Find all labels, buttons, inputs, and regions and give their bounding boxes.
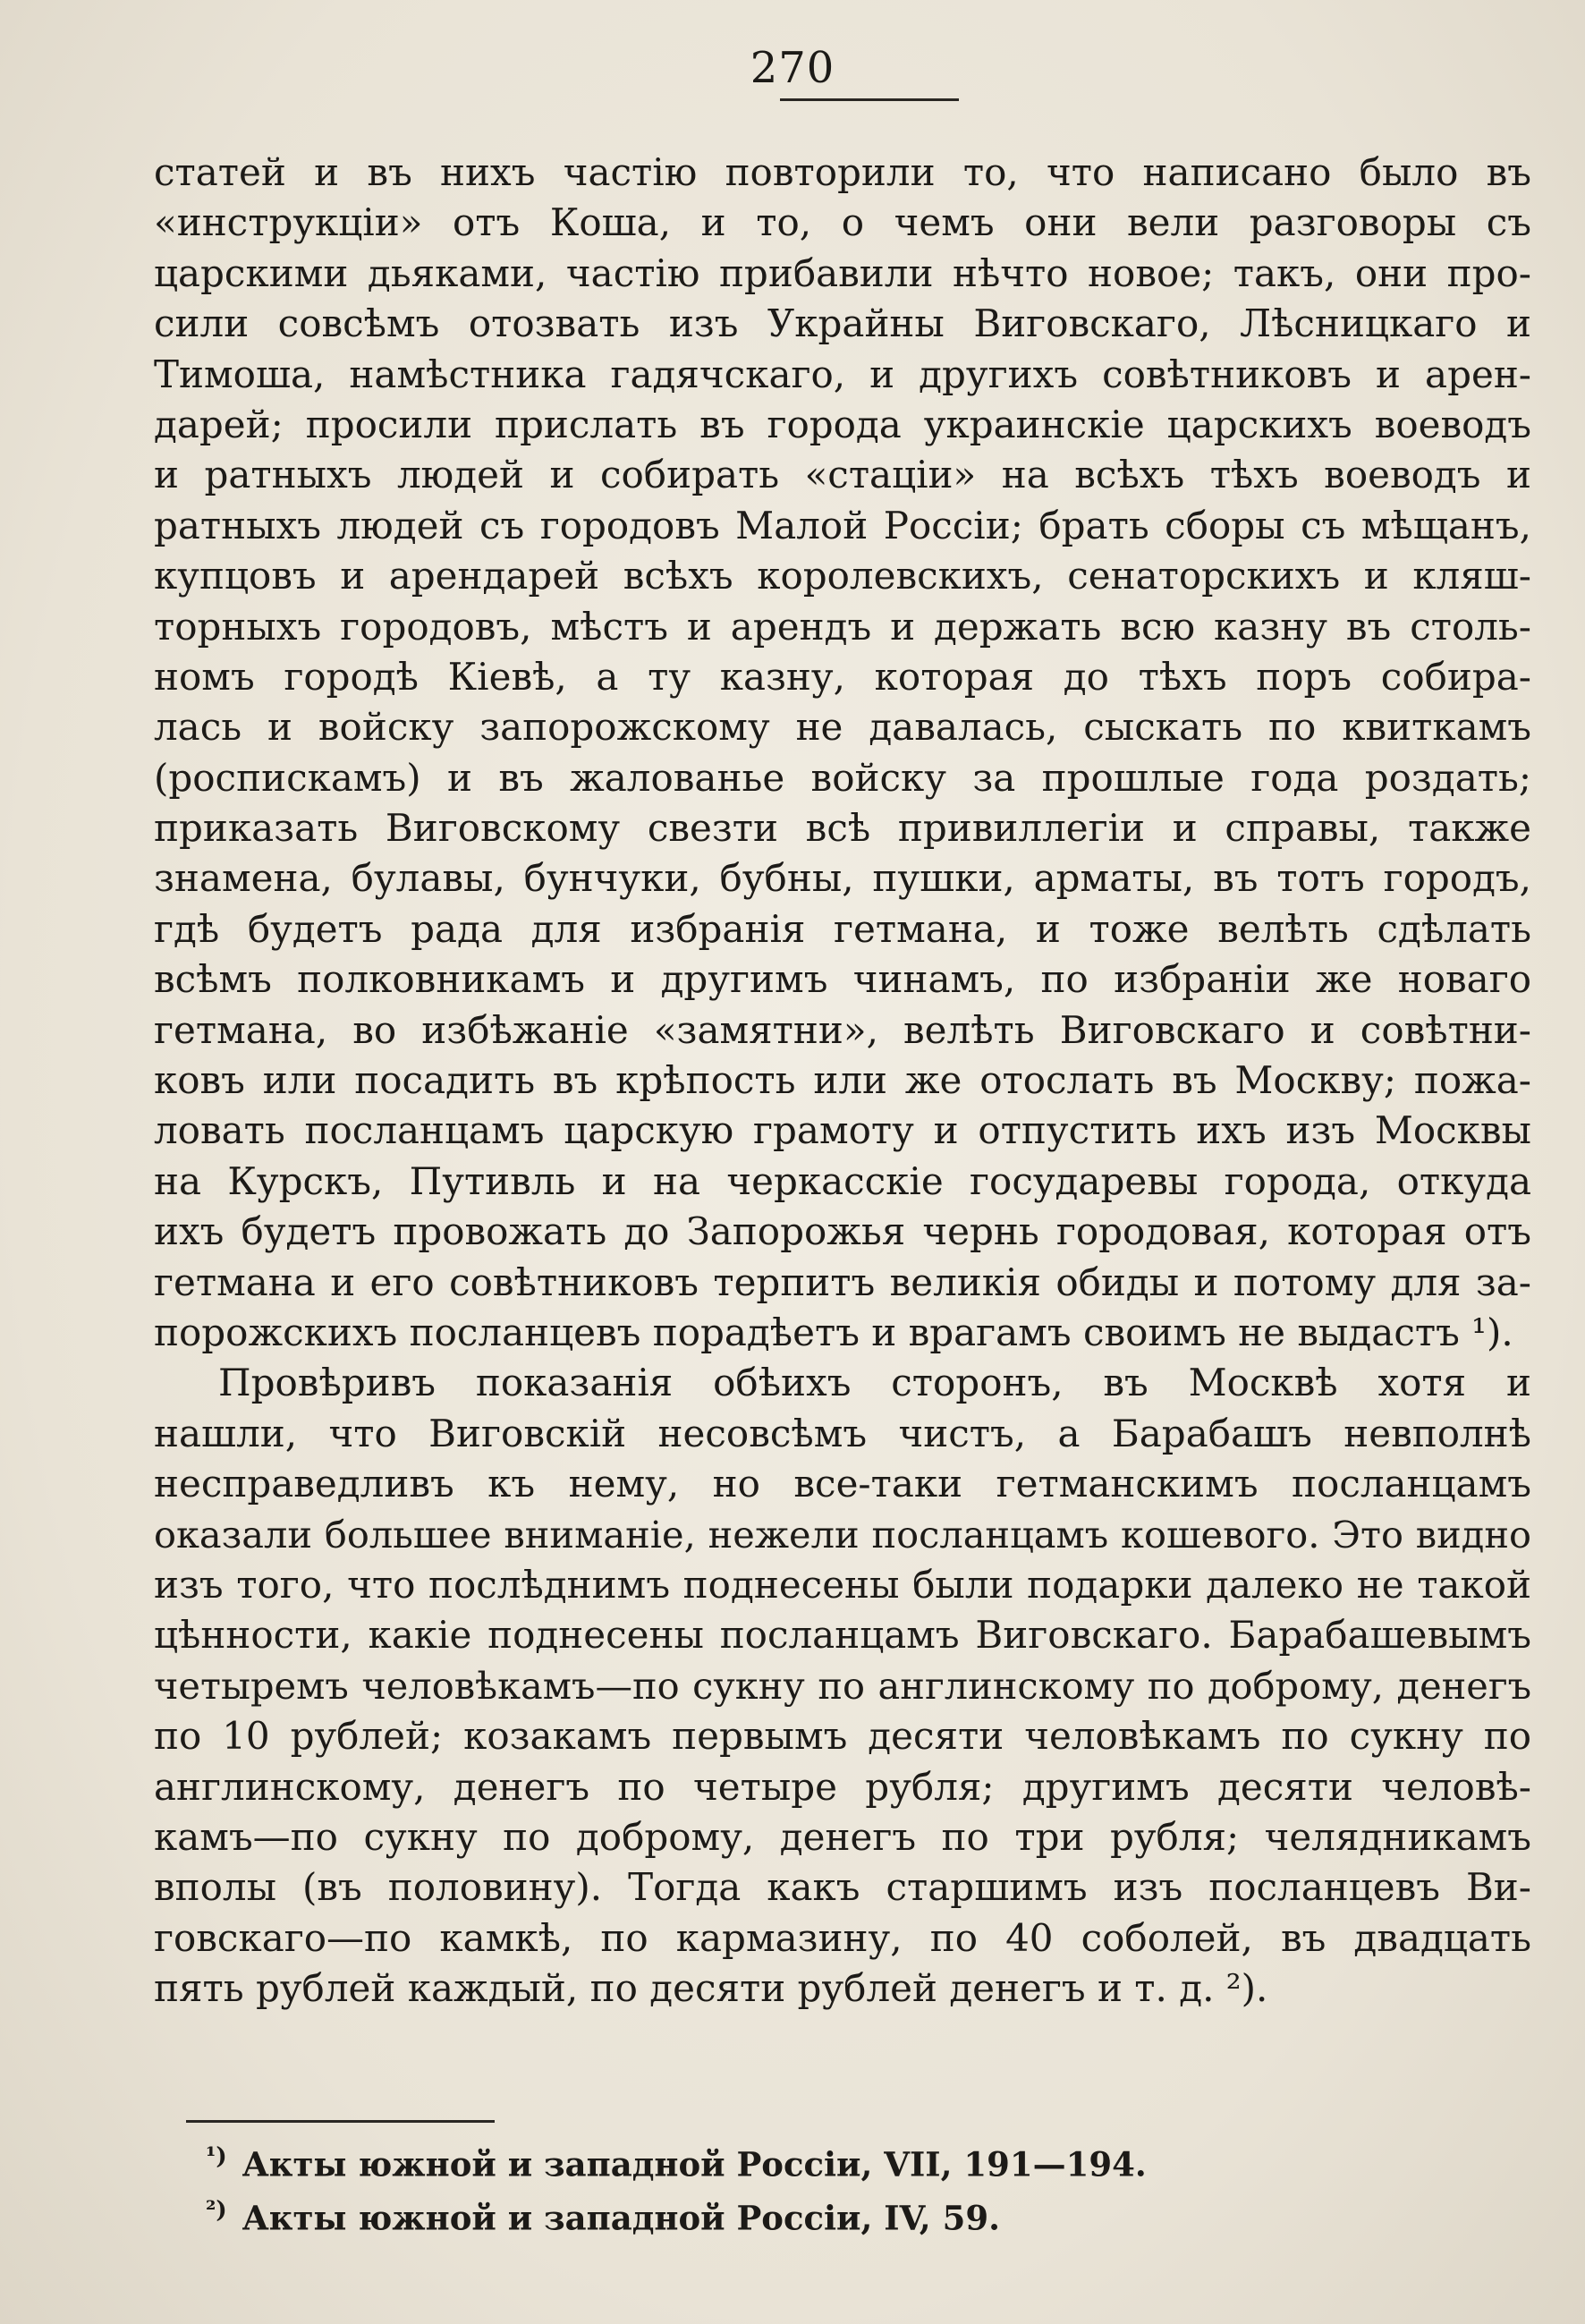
page-number-rule xyxy=(780,98,959,101)
text-line: дарей; просили прислать въ города украинскіе царскихъ воеводъ xyxy=(154,402,1531,446)
footnote-1 xyxy=(206,2133,1369,2187)
text-line: приказать Виговскому свезти всѣ привиллегіи и справы, также xyxy=(154,806,1531,851)
text-line: номъ городѣ Кіевѣ, а ту казну, которая до тѣхъ поръ собира- xyxy=(154,654,1531,699)
text-line: нашли, что Виговскій несовсѣмъ чистъ, а Барабашъ невполнѣ xyxy=(154,1411,1531,1455)
text-line: говскаго—по камкѣ, по кармазину, по 40 соболей, въ двадцать xyxy=(154,1915,1531,1960)
text-line: всѣмъ полковникамъ и другимъ чинамъ, по избраніи же новаго xyxy=(154,957,1531,1002)
paragraph-start-line: Провѣривъ показанія обѣихъ сторонъ, въ Москвѣ хотя и xyxy=(218,1361,1531,1405)
text-line: англинскому, денегъ по четыре рубля; другимъ десяти человѣ- xyxy=(154,1764,1531,1809)
text-line: ковъ или посадить въ крѣпость или же отослать въ Москву; пожа- xyxy=(154,1058,1531,1103)
text-line: торныхъ городовъ, мѣстъ и арендъ и держать всю казну въ столь- xyxy=(154,604,1531,649)
text-line: по 10 рублей; козакамъ первымъ десяти человѣкамъ по сукну по xyxy=(154,1714,1531,1759)
page-number: 270 xyxy=(750,43,835,93)
footnote-rule xyxy=(186,2120,495,2123)
text-line: статей и въ нихъ частію повторили то, что написано было въ xyxy=(154,150,1531,194)
text-line: и ратныхъ людей и собирать «стаціи» на всѣхъ тѣхъ воеводъ и xyxy=(154,453,1531,497)
text-line: пять рублей каждый, по десяти рублей денегъ и т. д. ²). xyxy=(154,1966,1268,2011)
text-line: знамена, булавы, бунчуки, бубны, пушки, арматы, въ тотъ городъ, xyxy=(154,856,1531,901)
text-line: изъ того, что послѣднимъ поднесены были подарки далеко не такой xyxy=(154,1562,1531,1607)
footnote-mark: ²) xyxy=(206,2197,227,2225)
text-line: ловать посланцамъ царскую грамоту и отпустить ихъ изъ Москвы xyxy=(154,1108,1531,1153)
text-line: ихъ будетъ провожать до Запорожья чернь городовая, которая отъ xyxy=(154,1209,1531,1254)
text-line: оказали большее вниманіе, нежели посланцамъ кошевого. Это видно xyxy=(154,1512,1531,1556)
text-line: ратныхъ людей съ городовъ Малой Россіи; брать сборы съ мѣщанъ, xyxy=(154,503,1531,547)
text-line: гдѣ будетъ рада для избранія гетмана, и тоже велѣть сдѣлать xyxy=(154,906,1531,951)
text-line: гетмана и его совѣтниковъ терпитъ великія обиды и потому для за- xyxy=(154,1260,1531,1304)
text-line: несправедливъ къ нему, но все-таки гетманскимъ посланцамъ xyxy=(154,1462,1531,1506)
text-line: камъ—по сукну по доброму, денегъ по три рубля; челядникамъ xyxy=(154,1814,1531,1859)
text-line: Тимоша, намѣстника гадячскаго, и другихъ совѣтниковъ и арен- xyxy=(154,352,1531,396)
text-line: гетмана, во избѣжаніе «замятни», велѣть Виговскаго и совѣтни- xyxy=(154,1007,1531,1052)
footnote-mark: ¹) xyxy=(206,2143,227,2170)
text-line: царскими дьяками, частію прибавили нѣчто новое; такъ, они про- xyxy=(154,250,1531,295)
text-line: сили совсѣмъ отозвать изъ Украйны Виговскаго, Лѣсницкаго и xyxy=(154,301,1531,346)
text-line: четыремъ человѣкамъ—по сукну по англинскому по доброму, денегъ xyxy=(154,1663,1531,1708)
footnote-text: Акты южной и западной Россіи, VII, 191—194. xyxy=(242,2144,1147,2184)
text-line: на Курскъ, Путивль и на черкасскіе государевы города, откуда xyxy=(154,1158,1531,1203)
text-line: «инструкціи» отъ Коша, и то, о чемъ они вели разговоры съ xyxy=(154,200,1531,245)
footnote-2 xyxy=(206,2187,1369,2241)
text-line: цѣнности, какіе поднесены посланцамъ Виговскаго. Барабашевымъ xyxy=(154,1613,1531,1658)
text-line: порожскихъ посланцевъ порадѣетъ и врагамъ своимъ не выдастъ ¹). xyxy=(154,1310,1513,1354)
footnotes xyxy=(206,2133,1369,2242)
body-text xyxy=(154,148,1531,2014)
text-line: (роспискамъ) и въ жалованье войску за прошлые года роздать; xyxy=(154,755,1531,800)
text-line: лась и войску запорожскому не давалась, сыскать по квиткамъ xyxy=(154,705,1531,750)
footnote-text: Акты южной и западной Россіи, IV, 59. xyxy=(242,2198,1000,2238)
text-line: купцовъ и арендарей всѣхъ королевскихъ, сенаторскихъ и кляш- xyxy=(154,554,1531,598)
text-line: вполы (въ половину). Тогда какъ старшимъ изъ посланцевъ Ви- xyxy=(154,1865,1531,1910)
